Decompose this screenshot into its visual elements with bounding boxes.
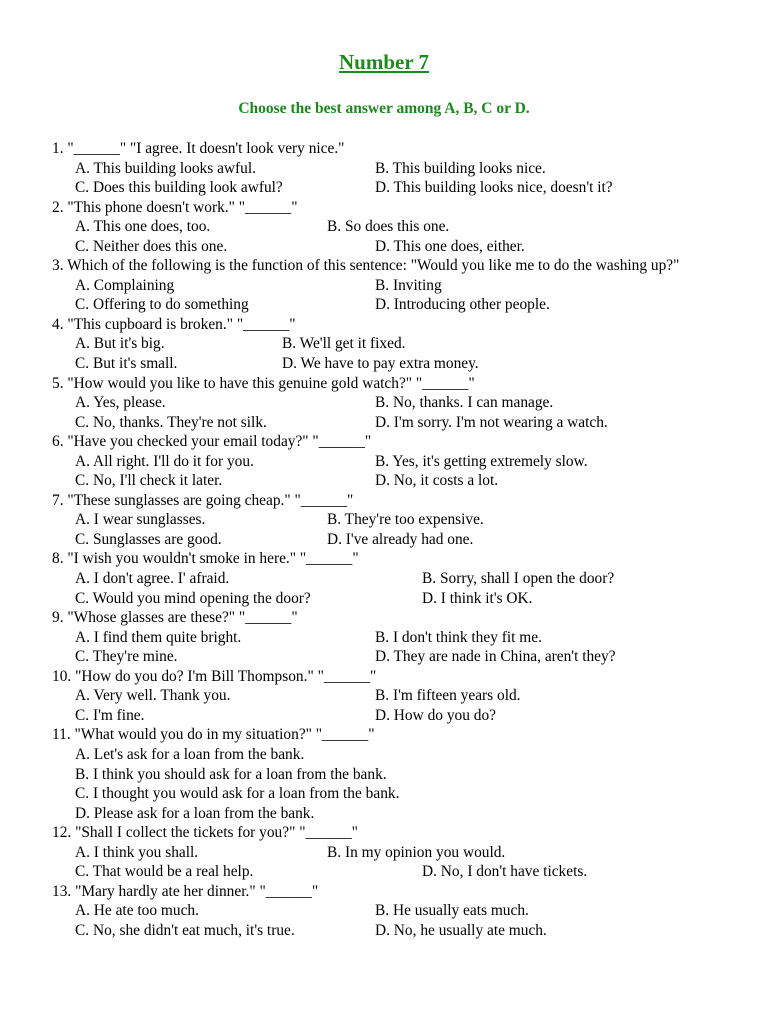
answer-option-a: A. But it's big. <box>75 335 165 353</box>
answer-option-a: A. Let's ask for a loan from the bank. <box>75 745 305 763</box>
answer-option-d: D. No, it costs a lot. <box>375 472 499 490</box>
answer-option-c: C. No, she didn't eat much, it's true. <box>75 921 295 939</box>
question-stem: 9. "Whose glasses are these?" "______" <box>52 609 298 627</box>
answer-option-d: D. I think it's OK. <box>422 589 533 607</box>
question-10 <box>52 667 752 726</box>
answer-option-d: D. This building looks nice, doesn't it? <box>375 179 613 197</box>
option-row <box>52 901 752 921</box>
option-row <box>52 921 752 941</box>
question-list <box>52 139 752 940</box>
answer-option-a: A. I think you shall. <box>75 843 199 861</box>
answer-option-a: A. I find them quite bright. <box>75 628 242 646</box>
question-stem: 1. "______" "I agree. It doesn't look very nice." <box>52 140 345 157</box>
answer-option-a: A. Yes, please. <box>75 394 166 412</box>
question-stem: 7. "These sunglasses are going cheap." "______" <box>52 491 354 509</box>
question-9 <box>52 608 752 667</box>
answer-option-d: D. No, I don't have tickets. <box>422 863 588 881</box>
question-12 <box>52 823 752 882</box>
answer-option-c: C. I'm fine. <box>75 706 145 724</box>
answer-option-b: B. I'm fifteen years old. <box>375 687 521 705</box>
instruction-text: Choose the best answer among A, B, C or D. <box>238 100 530 117</box>
answer-option-c: C. Neither does this one. <box>75 237 228 255</box>
question-stem: 6. "Have you checked your email today?" "______" <box>52 433 372 451</box>
answer-option-b: B. We'll get it fixed. <box>282 335 406 353</box>
option-row <box>52 393 752 413</box>
option-row <box>52 471 752 491</box>
option-row <box>52 510 752 530</box>
answer-option-a: A. All right. I'll do it for you. <box>75 452 254 470</box>
answer-option-d: D. Introducing other people. <box>375 296 550 314</box>
answer-option-b: B. In my opinion you would. <box>327 843 506 861</box>
option-row <box>52 589 752 609</box>
option-row <box>52 354 752 374</box>
option-row <box>52 706 752 726</box>
question-stem: 11. "What would you do in my situation?" "______" <box>52 726 375 744</box>
answer-option-b: B. I think you should ask for a loan from the bank. <box>75 765 387 783</box>
option-row <box>52 862 752 882</box>
answer-option-c: C. No, I'll check it later. <box>75 472 223 490</box>
answer-option-a: A. He ate too much. <box>75 902 199 920</box>
option-row <box>52 159 752 179</box>
answer-option-c: C. They're mine. <box>75 648 178 666</box>
option-row <box>52 569 752 589</box>
answer-option-b: B. Inviting <box>375 276 442 294</box>
answer-option-c: C. That would be a real help. <box>75 863 254 881</box>
answer-option-a: A. I don't agree. I' afraid. <box>75 570 230 588</box>
answer-option-b: B. Sorry, shall I open the door? <box>422 570 615 588</box>
question-1 <box>52 139 752 198</box>
answer-option-d: D. How do you do? <box>375 706 496 724</box>
answer-option-b: B. I don't think they fit me. <box>375 628 542 646</box>
option-row <box>52 686 752 706</box>
answer-option-c: C. Sunglasses are good. <box>75 530 222 548</box>
option-row <box>52 217 752 237</box>
answer-option-a: A. This building looks awful. <box>75 159 256 177</box>
option-row <box>52 413 752 433</box>
option-row <box>52 452 752 472</box>
answer-option-b: B. Yes, it's getting extremely slow. <box>375 452 588 470</box>
answer-option-b: B. This building looks nice. <box>375 159 546 177</box>
answer-option-d: D. No, he usually ate much. <box>375 921 547 939</box>
answer-option-d: D. I've already had one. <box>327 530 474 548</box>
question-stem: 2. "This phone doesn't work." "______" <box>52 198 298 216</box>
answer-option-a: A. Complaining <box>75 276 175 294</box>
option-row <box>52 628 752 648</box>
question-stem: 8. "I wish you wouldn't smoke in here." "______" <box>52 550 359 568</box>
answer-option-a: A. I wear sunglasses. <box>75 511 206 529</box>
answer-option-d: D. Please ask for a loan from the bank. <box>75 804 315 822</box>
option-row <box>52 843 752 863</box>
question-stem: 3. Which of the following is the function of this sentence: "Would you like me to do the washing up?" <box>52 257 680 275</box>
answer-option-c: C. Does this building look awful? <box>75 179 283 197</box>
answer-option-a: A. This one does, too. <box>75 218 211 236</box>
question-5 <box>52 374 752 433</box>
question-3 <box>52 256 752 315</box>
answer-option-b: B. So does this one. <box>327 218 450 236</box>
answer-option-c: C. Offering to do something <box>75 296 249 314</box>
question-stem: 12. "Shall I collect the tickets for you?" "______" <box>52 824 358 842</box>
answer-option-c: C. But it's small. <box>75 355 178 373</box>
question-6 <box>52 432 752 491</box>
answer-option-d: D. We have to pay extra money. <box>282 355 479 373</box>
option-row <box>52 276 752 296</box>
question-11 <box>52 725 752 823</box>
answer-option-a: A. Very well. Thank you. <box>75 687 231 705</box>
option-row <box>52 530 752 550</box>
question-stem: 4. "This cupboard is broken." "______" <box>52 315 296 333</box>
answer-option-b: B. They're too expensive. <box>327 511 484 529</box>
question-4 <box>52 315 752 374</box>
answer-option-b: B. No, thanks. I can manage. <box>375 394 554 412</box>
question-stem: 10. "How do you do? I'm Bill Thompson." "______" <box>52 667 377 685</box>
question-stem: 13. "Mary hardly ate her dinner." "______" <box>52 882 319 900</box>
answer-option-c: C. Would you mind opening the door? <box>75 589 311 607</box>
question-8 <box>52 549 752 608</box>
answer-option-b: B. He usually eats much. <box>375 902 529 920</box>
option-row <box>52 295 752 315</box>
option-row <box>52 237 752 257</box>
question-7 <box>52 491 752 550</box>
question-stem: 5. "How would you like to have this genuine gold watch?" "______" <box>52 374 475 392</box>
answer-option-c: C. No, thanks. They're not silk. <box>75 413 267 431</box>
question-13 <box>52 882 752 941</box>
option-row <box>52 334 752 354</box>
answer-option-d: D. I'm sorry. I'm not wearing a watch. <box>375 413 608 431</box>
option-row <box>52 647 752 667</box>
answer-option-d: D. They are nade in China, aren't they? <box>375 648 616 666</box>
answer-option-c: C. I thought you would ask for a loan from the bank. <box>75 785 400 803</box>
answer-option-d: D. This one does, either. <box>375 237 525 255</box>
option-row <box>52 178 752 198</box>
question-2 <box>52 198 752 257</box>
page-title: Number 7 <box>338 50 430 74</box>
